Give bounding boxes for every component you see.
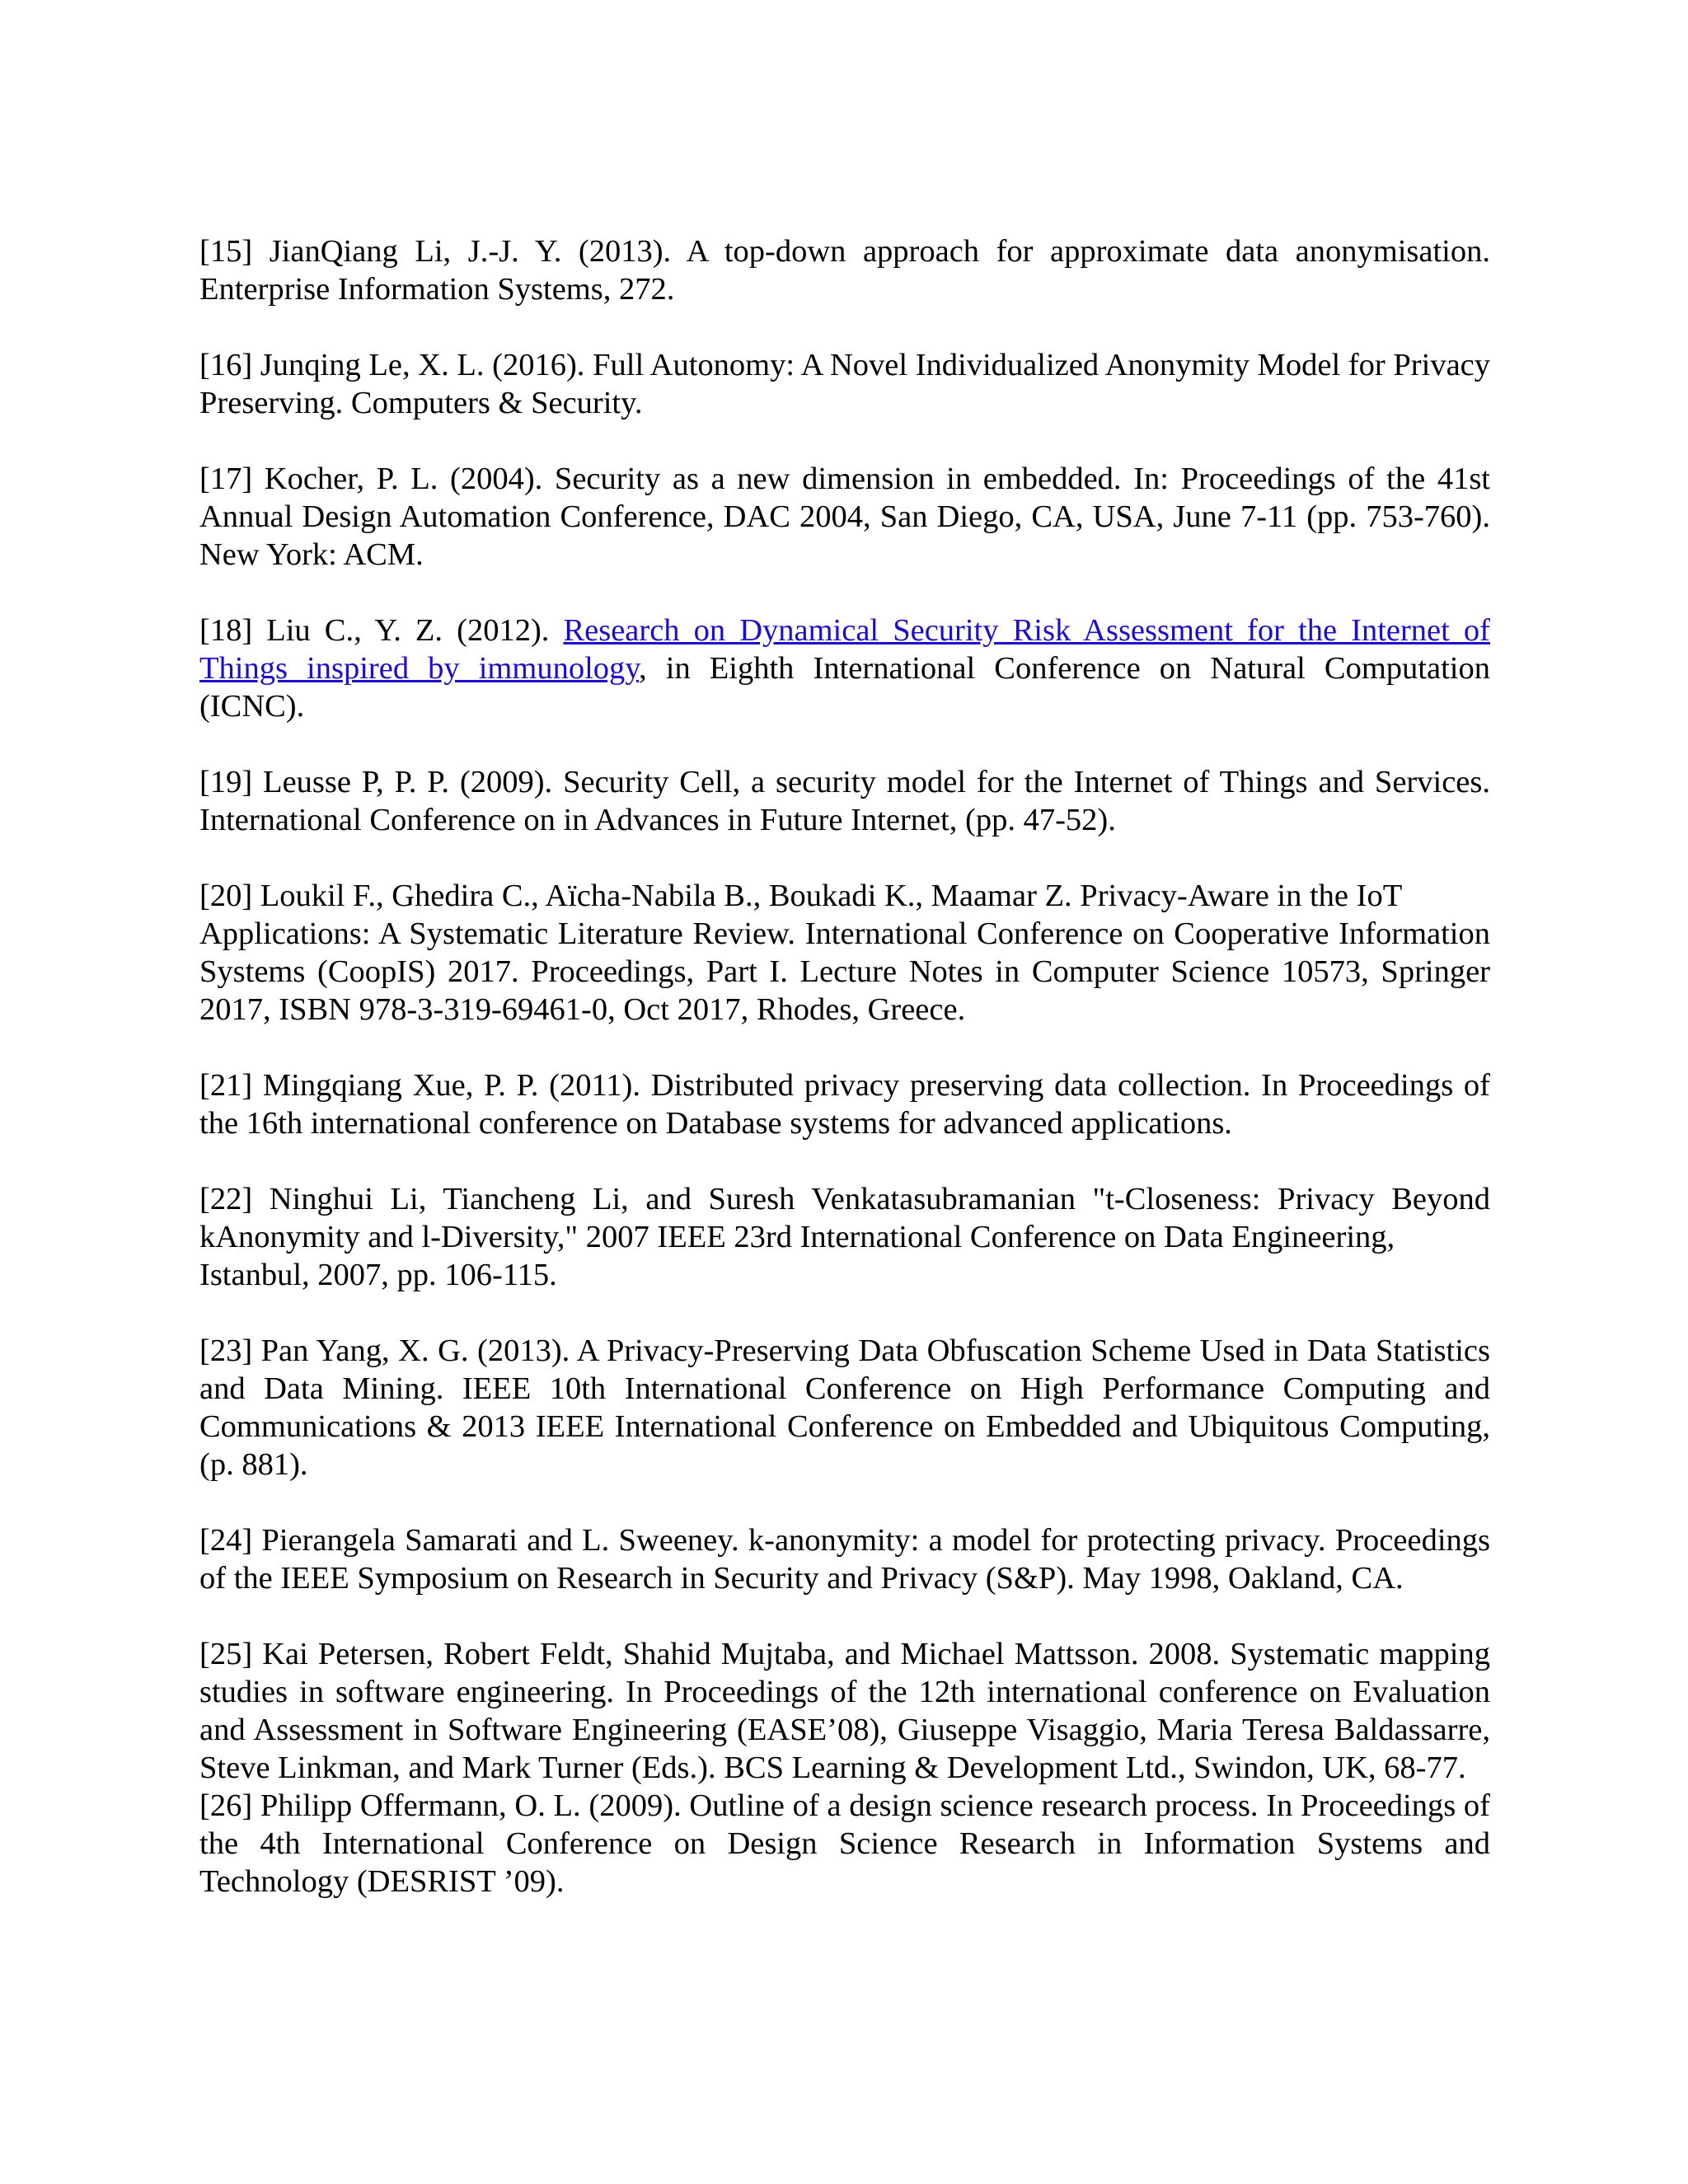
reference-19: [19] Leusse P, P. P. (2009). Security Cell, a security model for the Internet of Things and Services. International Conference on in Advances in Future Internet, (pp. 47-52). [199, 765, 1490, 837]
reference-22-line-3: Istanbul, 2007, pp. 106-115. [199, 1258, 557, 1292]
reference-23: [23] Pan Yang, X. G. (2013). A Privacy-Preserving Data Obfuscation Scheme Used in Data Statistics and Data Mining. IEEE 10th International Conference on High Performance Computing and Communications & 2013 IEEE International Conference on Embedded and Ubiquitous Computing,(p. 881). [199, 1333, 1490, 1482]
reference-26: [26] Philipp Offermann, O. L. (2009). Outline of a design science research process. In Proceedings of the 4th International Conference on Design Science Research in Information Systems and Technology (DESRIST ’09). [199, 1788, 1490, 1899]
reference-18 [199, 612, 1490, 725]
reference-18-link[interactable]: Research on Dynamical Security Risk Assessment for the Internet of Things inspired by immunology [199, 613, 1490, 686]
reference-15: [15] JianQiang Li, J.-J. Y. (2013). A top-down approach for approximate data anonymisation. Enterprise Information Systems, 272. [199, 234, 1490, 307]
reference-22-line-1: [22] Ninghui Li, Tiancheng Li, and Suresh Venkatasubramanian "t-Closeness: Privacy Beyond [199, 1182, 1490, 1216]
reference-17: [17] Kocher, P. L. (2004). Security as a new dimension in embedded. In: Proceedings of the 41st Annual Design Automation Conference, DAC 2004, San Diego, CA, USA, June 7-11 (pp. 753-760). New York: ACM. [199, 462, 1490, 572]
reference-20 [199, 877, 1490, 1029]
reference-20-first-line: [20] Loukil F., Ghedira C., Aïcha-Nabila B., Boukadi K., Maamar Z. Privacy-Aware in the IoT [199, 879, 1403, 913]
reference-24: [24] Pierangela Samarati and L. Sweeney. k-anonymity: a model for protecting privacy. Proceedings of the IEEE Symposium on Research in Security and Privacy (S&P). May 1998, Oakland, CA. [199, 1523, 1490, 1596]
reference-25: [25] Kai Petersen, Robert Feldt, Shahid Mujtaba, and Michael Mattsson. 2008. Systematic mapping studies in software engineering. In Proceedings of the 12th international conference on Evaluation and Assessment in Software Engineering (EASE’08), Giuseppe Visaggio, Maria Teresa Baldassarre, Steve Linkman, and Mark Turner (Eds.). BCS Learning & Development Ltd., Swindon, UK, 68-77. [199, 1637, 1490, 1785]
reference-18-prefix: [18] Liu C., Y. Z. (2012). [199, 613, 564, 648]
reference-16: [16] Junqing Le, X. L. (2016). Full Autonomy: A Novel Individualized Anonymity Model for Privacy Preserving. Computers & Security. [199, 348, 1490, 420]
reference-18-suffix: , in Eighth International Conference on Natural Computation (ICNC). [199, 651, 1490, 724]
reference-21: [21] Mingqiang Xue, P. P. (2011). Distributed privacy preserving data collection. In Proceedings of the 16th international conference on Database systems for advanced applications. [199, 1068, 1490, 1141]
reference-list [199, 232, 1490, 1938]
reference-22 [199, 1180, 1490, 1294]
reference-20-rest: Applications: A Systematic Literature Review. International Conference on Cooperative Information Systems (CoopIS) 2017. Proceedings, Part I. Lecture Notes in Computer Science 10573, Springer 2017, ISBN 978-3-319-69461-0, Oct 2017, Rhodes, Greece. [199, 916, 1490, 1027]
reference-22-line-2: kAnonymity and l-Diversity," 2007 IEEE 23rd International Conference on Data Engineering, [199, 1220, 1395, 1254]
